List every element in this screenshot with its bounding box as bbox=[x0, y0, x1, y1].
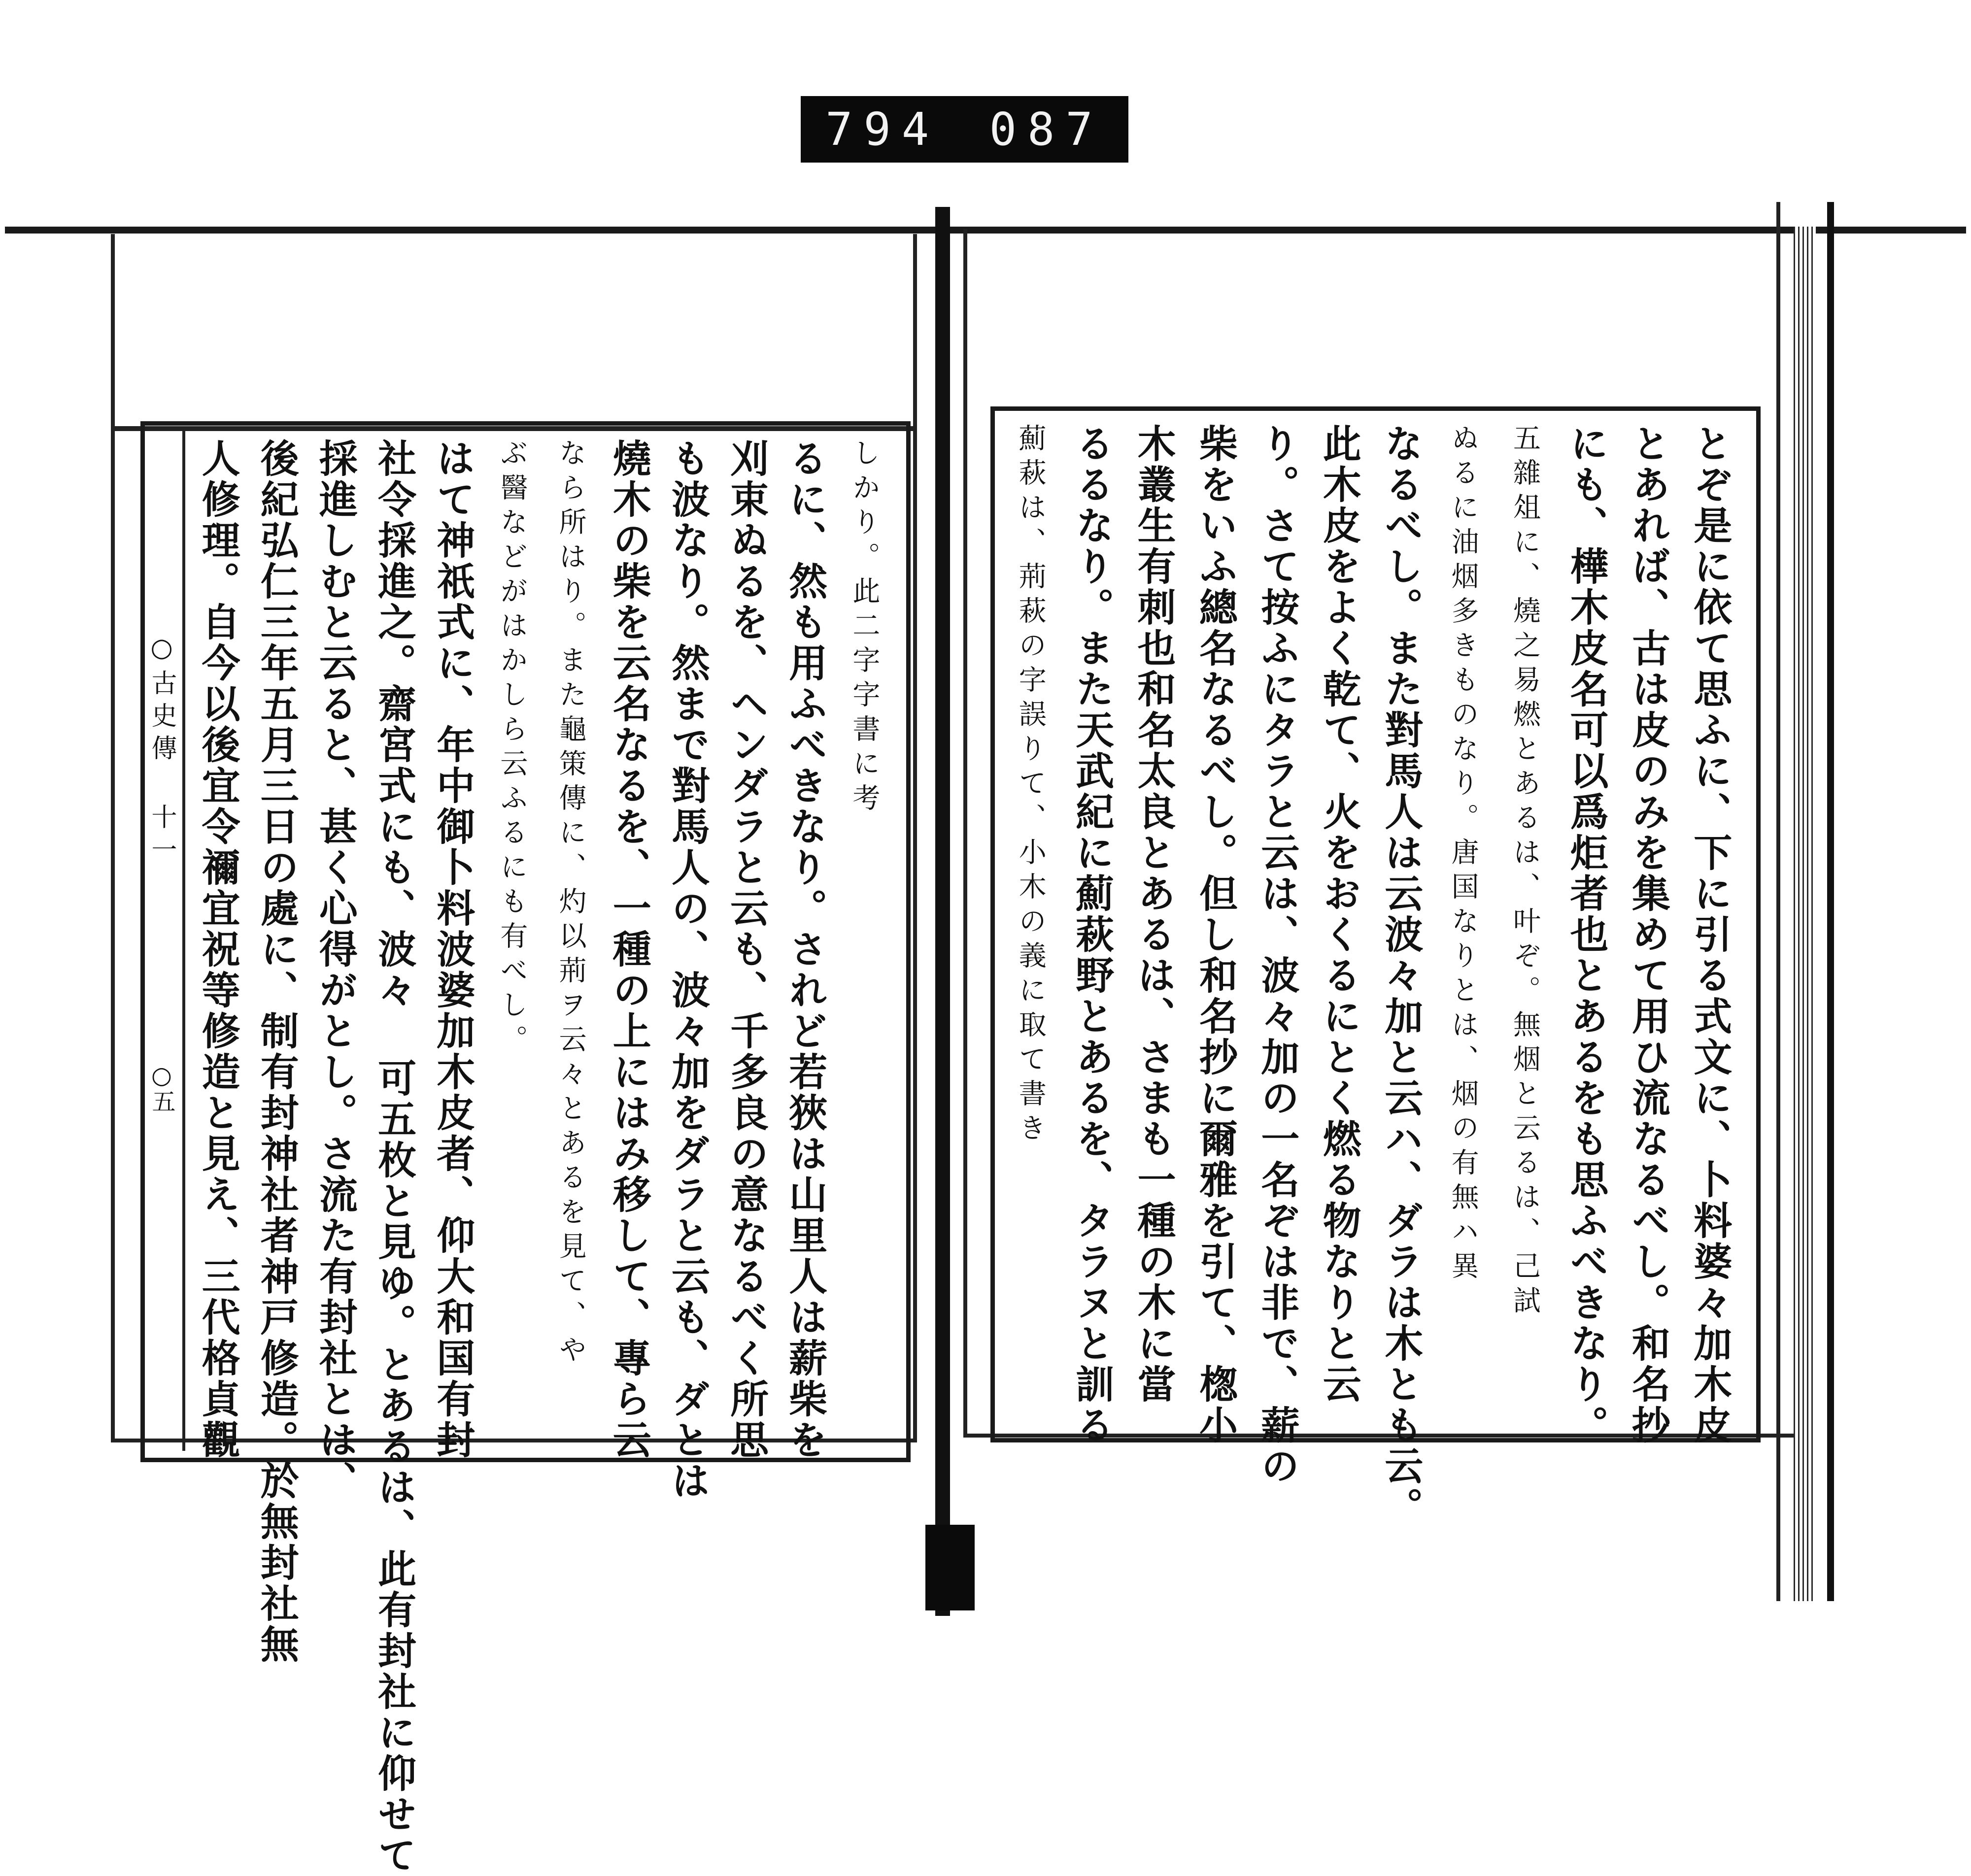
frame-number-right: 087 bbox=[989, 103, 1104, 156]
right-text-column: るるなり。また天武紀に薊萩野とあるを、タラヌと訓る bbox=[1069, 424, 1115, 1446]
right-text-column: とあれば、古は皮のみを集めて用ひ流なるべし。和名抄 bbox=[1625, 424, 1670, 1446]
page-number: ○五 bbox=[148, 1062, 175, 1113]
left-page-columns bbox=[190, 434, 894, 1876]
left-text-column: 人修理。自今以後宜令禰宜祝等修造と見え、三代格貞觀 bbox=[195, 438, 240, 1461]
left-text-column: はて神祇式に、年中御卜料波婆加木皮者、仰大和国有封 bbox=[430, 438, 476, 1461]
right-text-column: 木叢生有刺也和名太良とあるは、さまも一種の木に當 bbox=[1131, 424, 1176, 1405]
left-text-column: しかり。此二字字書に考 bbox=[848, 438, 881, 818]
book-title-label: ○古史傳 十一 bbox=[147, 633, 176, 869]
left-text-column: 採進しむと云ると、甚く心得がとし。さ流た有封社とは、 bbox=[312, 438, 358, 1502]
right-page-columns bbox=[1000, 419, 1742, 1528]
left-text-column: 社令採進之。齋宮式にも、波々 可五枚と見ゆ。とあるは、此有封社に仰せて bbox=[372, 438, 417, 1876]
right-text-column: とぞ是に依て思ふに、下に引る式文に、卜料婆々加木皮 bbox=[1687, 424, 1733, 1446]
right-text-column: にも、樺木皮名可以爲炬者也とあるをも思ふべきなり。 bbox=[1563, 424, 1609, 1446]
right-text-column: 五雜俎に、燒之易燃とあるは、叶ぞ。無烟と云るは、己試 bbox=[1509, 424, 1541, 1320]
spine-foot-marker bbox=[925, 1525, 975, 1610]
left-text-column: も波なり。然まで對馬人の、波々加をダラと云も、ダとは bbox=[665, 438, 710, 1502]
right-text-column: 柴をいふ總名なるべし。但し和名抄に爾雅を引て、楤小 bbox=[1192, 424, 1238, 1446]
left-text-column: 燒木の柴を云名なるを、一種の上にはみ移して、專ら云 bbox=[606, 438, 651, 1461]
frame-number-label bbox=[801, 96, 1128, 163]
right-text-column: ぬるに油烟多きものなり。唐国なりとは、烟の有無ハ異 bbox=[1447, 424, 1479, 1286]
right-text-column: り。さて按ふにタラと云は、波々加の一名ぞは非で、薪の bbox=[1255, 424, 1300, 1487]
right-text-column: なるべし。また對馬人は云波々加と云ハ、ダラは木とも云。 bbox=[1378, 424, 1424, 1528]
left-text-column: なら所はり。また龜策傳に、灼以荊ヲ云々とあるを見て、や bbox=[554, 438, 587, 1370]
frame-number-left: 794 bbox=[825, 103, 940, 156]
left-text-column: るに、然も用ふべきなり。されど若狹は山里人は薪柴を bbox=[782, 438, 828, 1461]
right-text-column: 此木皮をよく乾て、火をおくるにとく燃る物なりと云 bbox=[1316, 424, 1361, 1405]
left-text-column: 後紀弘仁三年五月三日の處に、制有封神社者神戸修造。於無封社無 bbox=[254, 438, 299, 1665]
page-stack-edges bbox=[1794, 227, 1816, 1601]
right-text-column: 薊萩は、荊萩の字誤りて、小木の義に取て書き bbox=[1014, 424, 1047, 1148]
left-text-column: 刈束ぬるを、ヘンダラと云も、千多良の意なるべく所思 bbox=[724, 438, 769, 1461]
book-spine bbox=[935, 207, 950, 1616]
left-page-side-column bbox=[143, 426, 185, 1451]
left-text-column: ぶ醫などがはかしら云ふるにも有べし。 bbox=[496, 438, 528, 1059]
